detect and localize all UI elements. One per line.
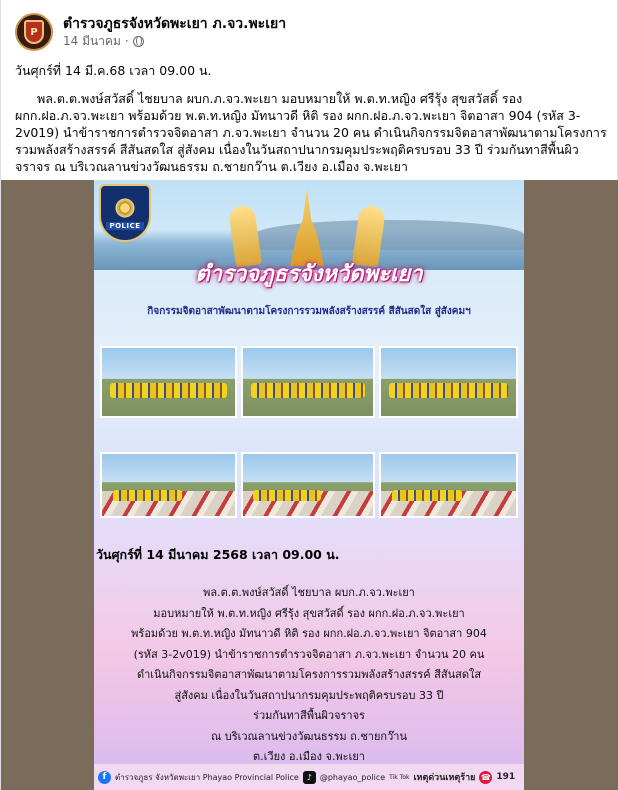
activity-photo-6 — [379, 452, 518, 518]
poster-line: สู่สังคม เนื่องในวันสถาปนากรมคุมประพฤติครบรอบ 33 ปี — [174, 688, 444, 702]
meta-separator: · — [124, 34, 129, 48]
poster-line: พร้อมด้วย พ.ต.ท.หญิง มัทนาวดี หิติ รอง ผกก.ฝอ.ภ.จว.พะเยา จิตอาสา 904 — [131, 627, 487, 640]
footer-tiktok-sub: Tik Tok — [389, 773, 410, 781]
post-timestamp[interactable]: 14 มีนาคม — [63, 34, 121, 48]
poster-date-line: วันศุกร์ที่ 14 มีนาคม 2568 เวลา 09.00 น. — [96, 547, 340, 562]
poster-footer — [94, 764, 524, 790]
phone-icon: ☎ — [480, 772, 491, 782]
badge-emblem-icon — [114, 197, 136, 219]
activity-photo-4 — [100, 452, 237, 518]
poster-line: ณ บริเวณลานข่วงวัฒนธรรม ถ.ชายกว๊าน — [211, 729, 407, 743]
poster-line: พล.ต.ต.พงษ์สวัสดิ์ ไชยบาล ผบก.ภ.จว.พะเยา — [203, 586, 415, 599]
poster-title: ตำรวจภูธรจังหวัดพะเยา — [195, 261, 423, 287]
footer-facebook-text: ตำรวจภูธร จังหวัดพะเยา Phayao Provincial Police — [115, 772, 299, 782]
post-meta — [63, 33, 286, 49]
footer-hotline-number: 191 — [496, 772, 516, 782]
activity-photo-1 — [100, 346, 237, 418]
post-header-text — [63, 15, 286, 49]
poster-line: ร่วมกันทาสีพื้นผิวจราจร — [253, 709, 365, 722]
badge-label: POLICE — [106, 222, 143, 230]
page-avatar[interactable] — [15, 13, 53, 51]
poster-body — [94, 583, 524, 768]
post-date-line: วันศุกร์ที่ 14 มี.ค.68 เวลา 09.00 น. — [15, 63, 212, 78]
poster-image[interactable] — [94, 180, 524, 790]
poster-line: ดำเนินกิจกรรมจิตอาสาพัฒนาตามโครงการรวมพลังสร้างสรรค์ สีสันสดใส — [136, 668, 482, 681]
police-badge-logo — [99, 184, 151, 242]
activity-photo-3 — [379, 346, 518, 418]
activity-photo-5 — [241, 452, 375, 518]
post-header — [15, 12, 286, 52]
post-media[interactable] — [1, 180, 618, 790]
facebook-icon: f — [98, 771, 111, 784]
poster-subtitle: กิจกรรมจิตอาสาพัฒนาตามโครงการรวมพลังสร้างสรรค์ สีสันสดใส สู่สังคมฯ — [147, 306, 471, 317]
post-text — [15, 62, 609, 175]
page-name-link[interactable]: ตำรวจภูธรจังหวัดพะเยา ภ.จว.พะเยา — [63, 16, 287, 32]
footer-hotline-text: เหตุด่วนเหตุร้าย — [413, 773, 476, 783]
post-body: พล.ต.ต.พงษ์สวัสดิ์ ไชยบาล ผบก.ภ.จว.พะเยา มอบหมายให้ พ.ต.ท.หญิง ศรีรุ้ง สุขสวัสดิ์ รอง ผกก.ฝอ.ภ.จว.พะเยา พร้อมด้วย พ.ต.ท.หญิง มัทนาวดี หิติ รอง ผกก.ฝอ.ภ.จว.พะเยา จิตอาสา 904 (รหัส 3-2v019) นำข้าราชการตำรวจจิตอาสา ภ.จว.พะเยา จำนวน 20 คน ดำเนินกิจกรรมจิตอาสาพัฒนาตามโครงการรวมพลังสร้างสรรค์ สีสันสดใส สู่สังคม เนื่องในวันสถาปนากรมคุมประพฤติครบรอบ 33 ปี ร่วมกันทาสีพื้นผิวจราจร ณ บริเวณลานข่วงวัฒนธรรม ถ.ชายกว๊าน ต.เวียง อ.เมือง จ.พะเยา — [15, 91, 607, 174]
footer-tiktok-text: @phayao_police — [319, 772, 386, 782]
tiktok-icon: ♪ — [303, 771, 316, 784]
activity-photo-2 — [241, 346, 375, 418]
globe-icon[interactable] — [133, 36, 144, 47]
police-crest-icon: P — [24, 20, 44, 44]
poster-line: (รหัส 3-2v019) นำข้าราชการตำรวจจิตอาสา ภ.จว.พะเยา จำนวน 20 คน — [133, 647, 485, 661]
poster-line: ต.เวียง อ.เมือง จ.พะเยา — [253, 750, 365, 763]
poster-line: มอบหมายให้ พ.ต.ท.หญิง ศรีรุ้ง สุขสวัสดิ์ รอง ผกก.ฝอ.ภ.จว.พะเยา — [153, 606, 465, 620]
